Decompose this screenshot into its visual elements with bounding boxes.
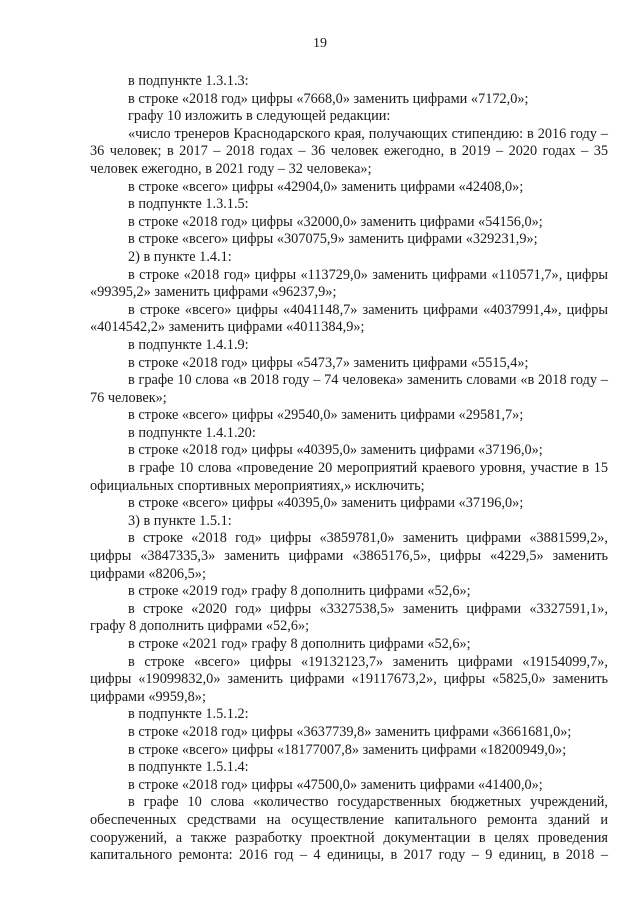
paragraph: 3) в пункте 1.5.1: (128, 512, 232, 529)
paragraph: 2) в пункте 1.4.1: (128, 248, 232, 265)
paragraph: в строке «2020 год» цифры «3327538,5» заменить цифрами «3327591,1», графу 8 дополнить цифрами «52,6»; (90, 600, 608, 635)
paragraph: в подпункте 1.5.1.2: (128, 706, 249, 723)
paragraph: в подпункте 1.3.1.5: (128, 196, 249, 213)
paragraph: в строке «2019 год» графу 8 дополнить цифрами «52,6»; (128, 583, 471, 600)
paragraph: в строке «всего» цифры «307075,9» заменить цифрами «329231,9»; (128, 231, 538, 248)
paragraph: в строке «2021 год» графу 8 дополнить цифрами «52,6»; (128, 636, 471, 652)
paragraph: в строке «всего» цифры «29540,0» заменить цифрами «29581,7»; (128, 407, 524, 424)
paragraph: в строке «2018 год» цифры «32000,0» заменить цифрами «54156,0»; (128, 213, 543, 230)
paragraph: «число тренеров Краснодарского края, получающих стипендию: в 2016 году – 36 человек; в 2017 – 2018 годах – 36 человек ежегодно, в 2019 – 2020 годах – 35 человек ежегодно, в 2021 году – 32 человека»; (90, 125, 608, 177)
paragraph: в подпункте 1.4.1.20: (128, 424, 256, 441)
page-number: 19 (313, 36, 327, 51)
paragraph: в строке «всего» цифры «19132123,7» заменить цифрами «19154099,7», цифры «19099832,0» заменить цифрами «19117673,2», цифры «5825,0» заменить цифрами «9959,8»; (90, 653, 608, 705)
document-body (90, 73, 608, 865)
paragraph: в графе 10 слова «количество государственных бюджетных учреждений, обеспеченных средствами на осуществление капитального ремонта зданий и сооружений, а также разработку проектной документации в целях проведения капитального ремонта: 2016 год – 4 единицы, в 2017 году – 9 единиц, в 2018 – (90, 794, 608, 864)
paragraph: в строке «2018 год» цифры «47500,0» заменить цифрами «41400,0»; (128, 776, 543, 793)
paragraph: в строке «2018 год» цифры «3637739,8» заменить цифрами «3661681,0»; (128, 723, 572, 740)
paragraph: в подпункте 1.5.1.4: (128, 759, 249, 776)
paragraph: в графе 10 слова «в 2018 году – 74 человека» заменить словами «в 2018 году – 76 человек»; (90, 372, 608, 406)
paragraph: в строке «2018 год» цифры «3859781,0» заменить цифрами «3881599,2», цифры «3847335,3» заменить цифрами «3865176,5», цифры «4229,5» заменить цифрами «8206,5»; (90, 530, 608, 582)
paragraph: в строке «2018 год» цифры «5473,7» заменить цифрами «5515,4»; (128, 354, 529, 371)
paragraph: в строке «2018 год» цифры «7668,0» заменить цифрами «7172,0»; (128, 90, 529, 107)
paragraph: в подпункте 1.4.1.9: (128, 336, 249, 353)
paragraph: в строке «всего» цифры «42904,0» заменить цифрами «42408,0»; (128, 178, 524, 195)
paragraph: в строке «всего» цифры «18177007,8» заменить цифрами «18200949,0»; (128, 741, 567, 758)
paragraph: в строке «всего» цифры «40395,0» заменить цифрами «37196,0»; (128, 495, 524, 512)
paragraph: в строке «2018 год» цифры «113729,0» заменить цифрами «110571,7», цифры «99395,2» заменить цифрами «96237,9»; (90, 266, 608, 301)
paragraph: в графе 10 слова «проведение 20 мероприятий краевого уровня, участие в 15 официальных спортивных мероприятиях,» исключить; (90, 460, 608, 494)
paragraph: в строке «всего» цифры «4041148,7» заменить цифрами «4037991,4», цифры «4014542,2» заменить цифрами «4011384,9»; (90, 301, 608, 336)
paragraph: графу 10 изложить в следующей редакции: (128, 108, 391, 125)
paragraph: в подпункте 1.3.1.3: (128, 73, 249, 89)
paragraph: в строке «2018 год» цифры «40395,0» заменить цифрами «37196,0»; (128, 442, 543, 459)
